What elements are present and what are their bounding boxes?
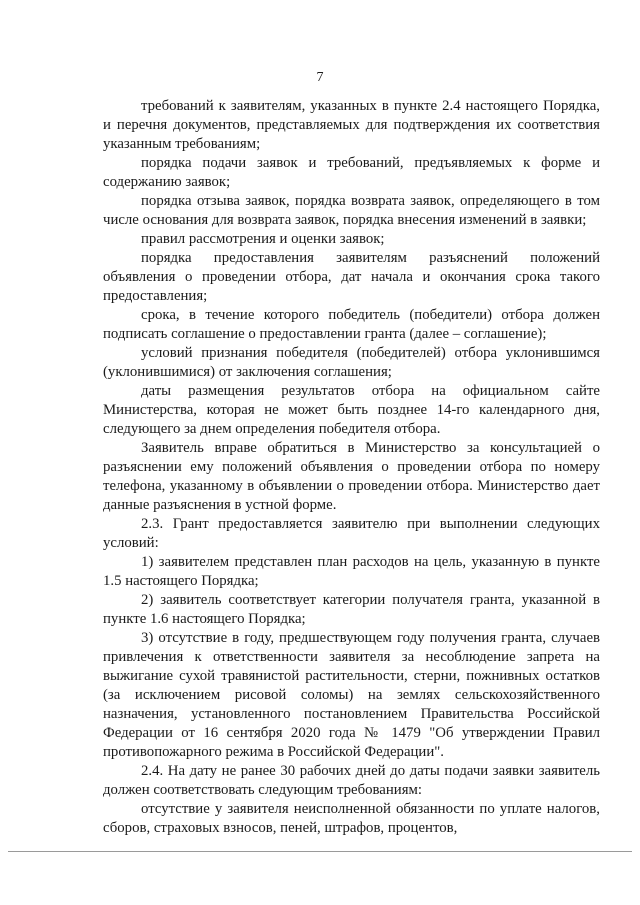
paragraph-section-2-4: 2.4. На дату не ранее 30 рабочих дней до даты подачи заявки заявитель должен соответствовать следующим требованиям: — [103, 763, 600, 798]
paragraph-results-date: даты размещения результатов отбора на официальном сайте Министерства, которая не может быть позднее 14-го календарного дня, следующего за днем определения победителя отбора. — [103, 383, 600, 437]
paragraph-review-rules: правил рассмотрения и оценки заявок; — [141, 231, 385, 247]
paragraph-withdrawal-order: порядка отзыва заявок, порядка возврата заявок, определяющего в том числе основания для возврата заявок, порядка внесения изменений в заявки; — [103, 193, 600, 228]
paragraph-tax-obligation: отсутствие у заявителя неисполненной обязанности по уплате налогов, сборов, страховых взносов, пеней, штрафов, процентов, — [103, 801, 600, 836]
page-bottom-rule — [8, 851, 632, 852]
paragraph-evasion-conditions: условий признания победителя (победителей) отбора уклонившимся (уклонившимися) от заключения соглашения; — [103, 345, 600, 380]
paragraph-consultation: Заявитель вправе обратиться в Министерство за консультацией о разъяснении ему положений объявления о проведении отбора по номеру телефона, указанному в объявлении о проведении отбора. Министерство дает данные разъяснения в устной форме. — [103, 440, 600, 513]
paragraph-section-2-3: 2.3. Грант предоставляется заявителю при выполнении следующих условий: — [103, 516, 600, 551]
paragraph-condition-3: 3) отсутствие в году, предшествующем году получения гранта, случаев привлечения к ответственности заявителя за несоблюдение запрета на выжигание сухой травянистой растительности, стерни, пожнивных остатков (за исключением рисовой соломы) на землях сельскохозяйственного назначения, установленного постановлением Правительства Российской Федерации от 16 сентября 2020 года № 1479 "Об утверждении Правил противопожарного режима в Российской Федерации". — [103, 630, 600, 760]
page-number: 7 — [316, 70, 324, 85]
paragraph-clarification-order: порядка предоставления заявителям разъяснений положений объявления о проведении отбора, дат начала и окончания срока такого предоставления; — [103, 250, 600, 304]
paragraph-requirements: требований к заявителям, указанных в пункте 2.4 настоящего Порядка, и перечня документов, представляемых для подтверждения их соответствия указанным требованиям; — [103, 98, 600, 152]
paragraph-condition-1: 1) заявителем представлен план расходов на цель, указанную в пункте 1.5 настоящего Порядка; — [103, 554, 600, 589]
paragraph-condition-2: 2) заявитель соответствует категории получателя гранта, указанной в пункте 1.6 настоящего Порядка; — [103, 592, 600, 627]
document-body — [103, 97, 600, 838]
paragraph-submission-order: порядка подачи заявок и требований, предъявляемых к форме и содержанию заявок; — [103, 155, 600, 190]
paragraph-agreement-term: срока, в течение которого победитель (победители) отбора должен подписать соглашение о предоставлении гранта (далее – соглашение); — [103, 307, 600, 342]
